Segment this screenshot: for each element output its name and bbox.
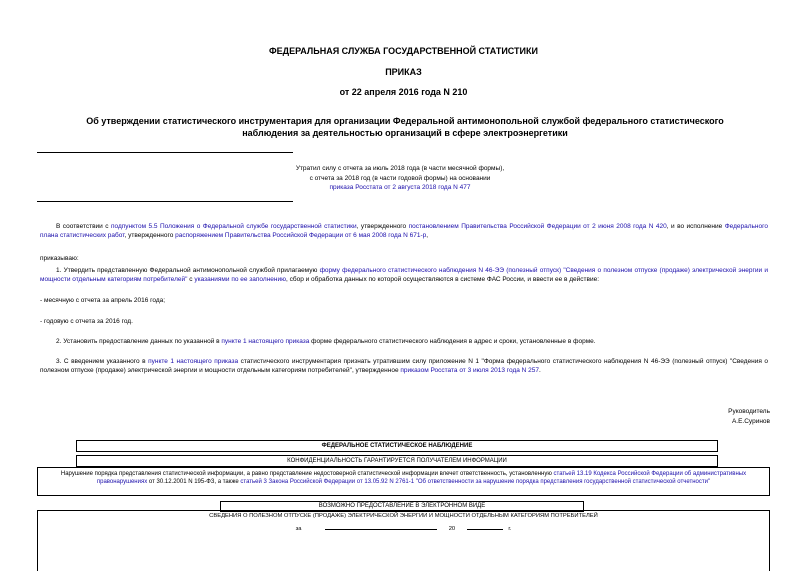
link-postanovlenie-420[interactable]: постановлением Правительства Российской Федерации от 2 июня 2008 года N 420	[408, 223, 667, 230]
form-electronic-note: ВОЗМОЖНО ПРЕДОСТАВЛЕНИЕ В ЭЛЕКТРОННОМ ВИДЕ	[220, 501, 584, 512]
period-for-label: за	[295, 526, 302, 532]
paragraph-2: 2. Установить предоставление данных по указанной в пункте 1 настоящего приказа форме федерального статистического наблюдения в адрес и сроки, установленные в форме.	[56, 338, 596, 345]
link-punkt-1[interactable]: пункте 1 настоящего приказа	[221, 338, 310, 345]
list-item-monthly: - месячную с отчета за апрель 2016 года;	[40, 297, 166, 304]
agency-name: ФЕДЕРАЛЬНАЯ СЛУЖБА ГОСУДАРСТВЕННОЙ СТАТИСТИКИ	[269, 46, 538, 56]
link-zakon-2761-1[interactable]: статьей 3 Закона Российской Федерации от 13.05.92 N 2761-1 "Об ответственности за нарушение порядка представления государственной статистической отчетности"	[240, 479, 711, 485]
period-20-label: 20	[448, 526, 456, 532]
note-link[interactable]: приказа Росстата от 2 августа 2018 года N 477	[329, 184, 471, 191]
signature-name: А.Е.Суринов	[731, 418, 770, 425]
divider-top	[37, 152, 293, 153]
form-subject-title: СВЕДЕНИЯ О ПОЛЕЗНОМ ОТПУСКЕ (ПРОДАЖЕ) ЭЛЕКТРИЧЕСКОЙ ЭНЕРГИИ И МОЩНОСТИ ОТДЕЛЬНЫМ КАТЕГОРИЯМ ПОТРЕБИТЕЛЕЙ	[209, 513, 598, 519]
link-punkt-1-b[interactable]: пункте 1 настоящего приказа	[148, 358, 239, 365]
doc-date: от 22 апреля 2016 года N 210	[339, 87, 468, 97]
form-header-confidential: КОНФИДЕНЦИАЛЬНОСТЬ ГАРАНТИРУЕТСЯ ПОЛУЧАТЕЛЕМ ИНФОРМАЦИИ	[76, 455, 718, 467]
note-line-1: Утратил силу с отчета за июль 2018 года (в части месячной формы),	[295, 165, 505, 172]
period-year-field[interactable]	[467, 523, 503, 530]
form-header-observation: ФЕДЕРАЛЬНОЕ СТАТИСТИЧЕСКОЕ НАБЛЮДЕНИЕ	[76, 440, 718, 452]
form-subject-box	[37, 510, 770, 571]
doc-type: ПРИКАЗ	[385, 67, 422, 77]
list-item-annual: - годовую с отчета за 2016 год.	[40, 318, 133, 325]
divider-bottom	[37, 201, 293, 202]
signature-block	[620, 407, 770, 427]
link-rasporyazhenie-671[interactable]: распоряжением Правительства Российской Федерации от 6 мая 2008 года N 671-р	[175, 232, 427, 239]
link-koap-13-19[interactable]: статьей 13.19 Кодекса Российской Федерации об административных правонарушениях	[96, 471, 747, 485]
note-line-2: с отчета за 2018 год (в части годовой формы) на основании	[309, 174, 491, 182]
signature-role: Руководитель	[728, 408, 770, 415]
link-instructions[interactable]: указаниями по ее заполнению	[194, 276, 286, 283]
paragraph-basis: В соответствии с подпунктом 5.5 Положения о Федеральной службе государственной статистики, утвержденного постановлением Правительства Российской Федерации от 2 июня 2008 года N 420, и во исполнение Федерального плана статистических работ, утвержденного распоряжением Правительства Российской Федерации от 6 мая 2008 года N 671-р,	[40, 223, 768, 239]
form-period-row	[38, 523, 769, 532]
validity-note	[230, 164, 570, 193]
period-month-field[interactable]	[325, 523, 437, 530]
paragraph-3: 3. С введением указанного в пункте 1 настоящего приказа статистического инструментария признать утратившим силу приложение N 1 "Форма федерального статистического наблюдения N 46-ЭЭ (полезный отпуск) "Сведения о полезном отпуске (продаже) электрической энергии и мощности отдельным категориям потребителей", утвержденное приказом Росстата от 3 июля 2013 года N 257.	[40, 358, 769, 374]
period-year-label: г.	[508, 526, 512, 532]
doc-title: Об утверждении статистического инструментария для организации Федеральной антимонопольной службой федерального статистического наблюдения за деятельностью организаций в сфере электроэнергетики	[86, 116, 724, 138]
paragraph-1: 1. Утвердить представленную Федеральной антимонопольной службой прилагаемую форму федерального статистического наблюдения N 46-ЭЭ (полезный отпуск) "Сведения о полезном отпуске (продаже) электрической энергии и мощности отдельным категориям потребителей" с указаниями по ее заполнению, сбор и обработка данных по которой осуществляются в системе ФАС России, и ввести ее в действие:	[40, 267, 768, 283]
order-word: приказываю:	[40, 255, 79, 262]
link-podpunkt-5-5[interactable]: подпунктом 5.5 Положения о Федеральной службе государственной статистики	[110, 223, 357, 230]
link-prikaz-257[interactable]: приказом Росстата от 3 июля 2013 года N 257	[400, 367, 540, 374]
link-form-46-ee[interactable]: форму федерального статистического наблюдения N 46-ЭЭ (полезный отпуск) "Сведения о полезном отпуске (продаже) электрической энергии и мощности отдельным категориям потребителей"	[40, 267, 768, 283]
form-warning: Нарушение порядка представления статистической информации, а равно представление недостоверной статистической информации влечет ответственность, установленную статьей 13.19 Кодекса Российской Федерации об административных правонарушениях от 30.12.2001 N 195-ФЗ, а также статьей 3 Закона Российской Федерации от 13.05.92 N 2761-1 "Об ответственности за нарушение порядка представления государственной статистической отчетности"	[37, 467, 770, 496]
link-federal-plan[interactable]: Федерального плана статистических работ	[40, 223, 768, 239]
